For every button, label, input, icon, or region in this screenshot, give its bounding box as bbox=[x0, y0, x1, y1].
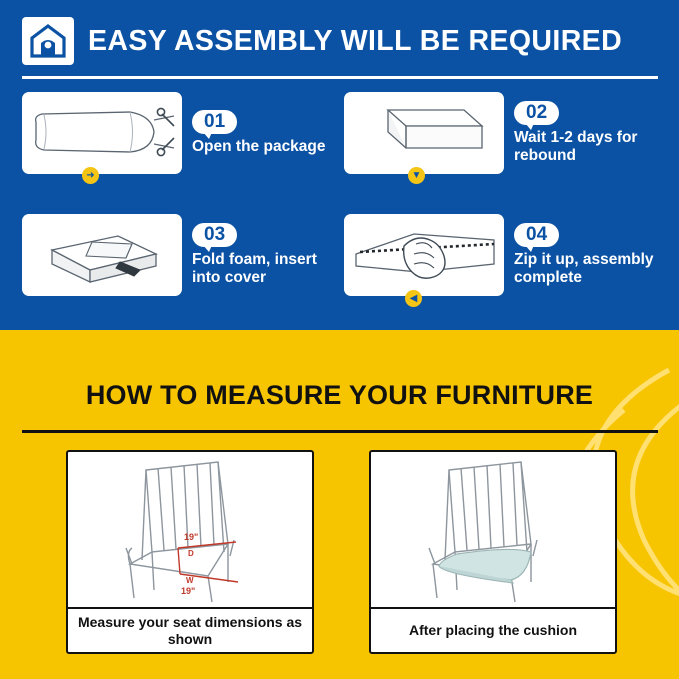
step-02-text bbox=[514, 92, 664, 174]
step-02-label: Wait 1-2 days for rebound bbox=[514, 129, 638, 164]
chair-with-cushion-icon bbox=[371, 452, 615, 607]
step-02 bbox=[344, 92, 664, 174]
house-logo-icon bbox=[22, 17, 74, 65]
measure-divider bbox=[22, 430, 658, 433]
step-03 bbox=[22, 214, 342, 296]
measure-title: HOW TO MEASURE YOUR FURNITURE bbox=[85, 380, 594, 410]
page-title: EASY ASSEMBLY WILL BE REQUIRED bbox=[88, 24, 623, 57]
arrow-right-icon: ➜ bbox=[82, 167, 99, 184]
svg-text:19": 19" bbox=[184, 532, 199, 542]
step-01-number: 01 bbox=[192, 110, 237, 134]
assembly-section bbox=[0, 0, 679, 330]
svg-text:19": 19" bbox=[181, 586, 196, 596]
assembly-header bbox=[22, 10, 658, 72]
step-04-text bbox=[514, 214, 664, 296]
step-04-number: 04 bbox=[514, 223, 559, 247]
step-01 bbox=[22, 92, 342, 174]
step-03-label: Fold foam, insert into cover bbox=[192, 251, 317, 286]
chair-with-measurements-icon bbox=[68, 452, 312, 607]
step-03-number: 03 bbox=[192, 223, 237, 247]
step-01-text bbox=[192, 92, 342, 174]
hand-zipping-cushion-icon bbox=[344, 214, 504, 296]
measure-panel-right-caption: After placing the cushion bbox=[371, 607, 615, 652]
measure-panel-left-caption: Measure your seat dimensions as shown bbox=[68, 607, 312, 652]
step-02-number: 02 bbox=[514, 101, 559, 125]
vacuum-packed-cushion-with-scissors-icon bbox=[22, 92, 182, 174]
svg-text:W: W bbox=[186, 576, 194, 585]
step-01-label: Open the package bbox=[192, 138, 326, 155]
fold-foam-into-cover-icon bbox=[22, 214, 182, 296]
svg-text:D: D bbox=[188, 549, 194, 558]
measure-panel-right bbox=[369, 450, 617, 654]
foam-slab-icon bbox=[344, 92, 504, 174]
arrow-left-icon: ◀ bbox=[405, 290, 422, 307]
header-divider bbox=[22, 76, 658, 79]
step-04 bbox=[344, 214, 664, 296]
step-03-text bbox=[192, 214, 342, 296]
measure-section bbox=[0, 330, 679, 679]
step-04-label: Zip it up, assembly complete bbox=[514, 251, 654, 286]
arrow-down-icon: ▼ bbox=[408, 167, 425, 184]
measure-panel-left bbox=[66, 450, 314, 654]
